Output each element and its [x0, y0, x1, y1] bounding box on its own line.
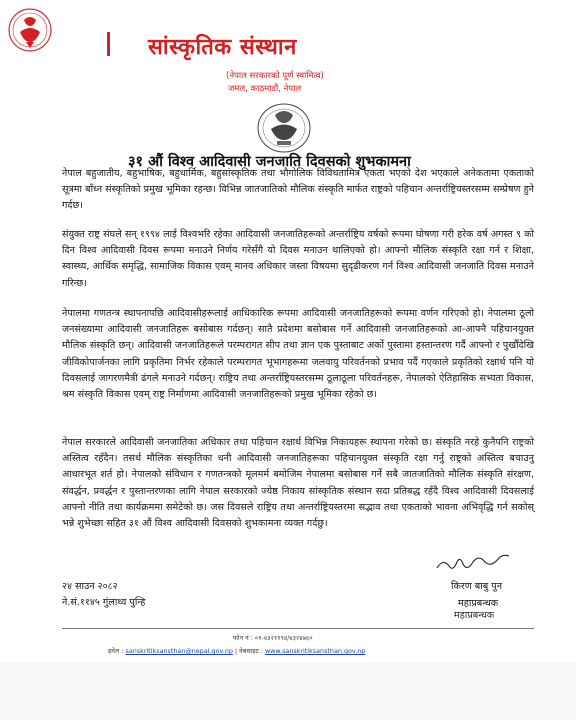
- organization-name: सांस्कृतिक संस्थान: [148, 35, 297, 60]
- document-title: ३१ औं विश्व आदिवासी जनजाति दिवसको शुभकामना: [128, 154, 411, 170]
- page-bottom-margin: [0, 662, 576, 720]
- signer-designation: महाप्रबन्धक: [458, 598, 499, 609]
- institute-emblem-center: [255, 101, 313, 155]
- footer-phone: फोन नं : ०१-४३२११९४/४३२४७६०: [233, 634, 313, 642]
- organization-ownership: (नेपाल सरकारको पूर्ण स्वामित्व): [226, 71, 324, 81]
- nepal-sambat-date: ने.सं.११४५ गुंलाथ्व पुन्हि: [62, 597, 146, 608]
- signer-name: किरण बाबु पुन: [451, 581, 503, 592]
- institute-emblem-left: [6, 6, 54, 60]
- organization-address: जमल, काठमाडौं, नेपाल: [228, 84, 302, 94]
- website-link[interactable]: www.sanskritiksansthan.gov.np: [264, 647, 366, 655]
- email-label: इमेल :: [108, 647, 124, 655]
- body-paragraph: नेपाल सरकारले आदिवासी जनजातिका अधिकार तथा पहिचान रक्षार्थ विभिन्न निकायहरू स्थापना गरेको छ। संस्कृति नरहे कुनैपनि राष्ट्रको अस्तित्व रहँदैन। तसर्थ मौलिक संस्कृतिका धनी आदिवासी जनजातिहरूका पहिचानयुक्त संस्कृति रक्षा गर्नु राष्ट्रको अस्तित्व बचाउनु आधारभूत शर्त हो। नेपालको संविधान र गणतन्त्रको मूलमर्म बमोजिम नेपालमा बसोबास गर्ने सबै जातजातिको मौलिक संस्कृति संरक्षण, संवर्द्धन, प्रवर्द्धन र पुस्तान्तरणका लागि नेपाल सरकारको ज्येष्ठ निकाय सांस्कृतिक संस्थान सदा प्रतिबद्ध रहँदै विश्व आदिवासी दिवसलाई आफ्नो नीति तथा कार्यक्रममा समेटेको छ। जस दिवसले राष्ट्रिय तथा अन्तर्राष्ट्रियस्तरमा सद्भाव तथा एकताको भावना अभिवृद्धि गर्न सकोस् भन्ने शुभेच्छा सहित ३१ औं विश्व आदिवासी दिवसको शुभकामना व्यक्त गर्दछु।: [62, 437, 534, 530]
- handwritten-signature: [433, 554, 513, 574]
- body-paragraph: नेपाल बहुजातीय, बहुभाषिक, बहुधार्मिक, बहुसांस्कृतिक तथा भौगोलिक विविधतामित्र एकता भएको देश भएकाले अनेकतामा एकताको सूत्रमा बाँध्न संस्कृतिको प्रमुख भूमिका रहन्छ। विभिन्न जातजातिको मौलिक संस्कृति मार्फत राष्ट्रको पहिचान अन्तर्राष्ट्रियस्तरसम्म सम्प्रेषण हुने गर्दछ।: [62, 168, 534, 212]
- email-link[interactable]: sanskritiksansthan@nepal.gov.np: [125, 647, 233, 655]
- issue-date: २४ साउन २०८२: [62, 581, 118, 592]
- body-paragraph: संयुक्त राष्ट्र संघले सन् १९९४ लाई विश्वभरि रहेका आदिवासी जनजातिहरूको अन्तर्राष्ट्रिय वर्षको रूपमा घोषणा गरी हरेक वर्ष अगस्त ९ को दिन विश्व आदिवासी दिवस रूपमा मनाउने निर्णय गरेसँगै यो दिवस मनाउन थालिएको हो। आफ्नो मौलिक संस्कृति रक्षा गर्न र शिक्षा, स्वास्थ्य, आर्थिक समृद्धि, सामाजिक विकास एवम् मानव अधिकार जस्ता विषयमा सुदृढीकरण गर्न विश्व आदिवासी जनजाति दिवस मनाउने गरिन्छ।: [62, 229, 534, 289]
- brand-accent-bar: [107, 32, 110, 56]
- footer-separator: |: [234, 647, 240, 655]
- footer-divider: [62, 628, 534, 629]
- designation-stamp: महाप्रबन्धक: [454, 610, 495, 621]
- website-label: वेबसाइट :: [239, 647, 263, 655]
- footer-contacts: [108, 646, 365, 655]
- body-paragraph: नेपालमा गणतन्त्र स्थापनापछि आदिवासीहरूलाई आधिकारिक रूपमा आदिवासी जनजातिहरूको रूपमा वर्णन गरिएको हो। नेपालमा ठूलो जनसंख्यामा आदिवासी जनजातिहरू बसोबास गर्दछन्। सातै प्रदेशमा बसोबास गर्ने आदिवासी जनजातिहरूको आ-आफ्नै पहिचानयुक्त मौलिक संस्कृति छन्। आदिवासी जनजातिहरूले परम्परागत सीप तथा ज्ञान एक पुस्ताबाट अर्को पुस्तामा हस्तान्तरण गर्दै आफ्नो र पुर्खौंदेखि जीविकोपार्जनका लागि प्रकृतिमा निर्भर रहेकाले परम्परागत भूभागहरूमा जलवायु परिवर्तनको प्रभाव पर्दै गएकाले प्रकृतिको रक्षार्थ पनि यो दिवसलाई जागरणमैत्री ढंगले मनाउने गर्दछन्। राष्ट्रिय तथा अन्तर्राष्ट्रियस्तरसम्म ठूलाठूला परिवर्तनहरू, नेपालको ऐतिहासिक सभ्यता विकास, श्रम संस्कृति विकास एवम् राष्ट्र निर्माणमा आदिवासी जनजातिहरूको प्रमुख भूमिका रहेको छ।: [62, 308, 534, 401]
